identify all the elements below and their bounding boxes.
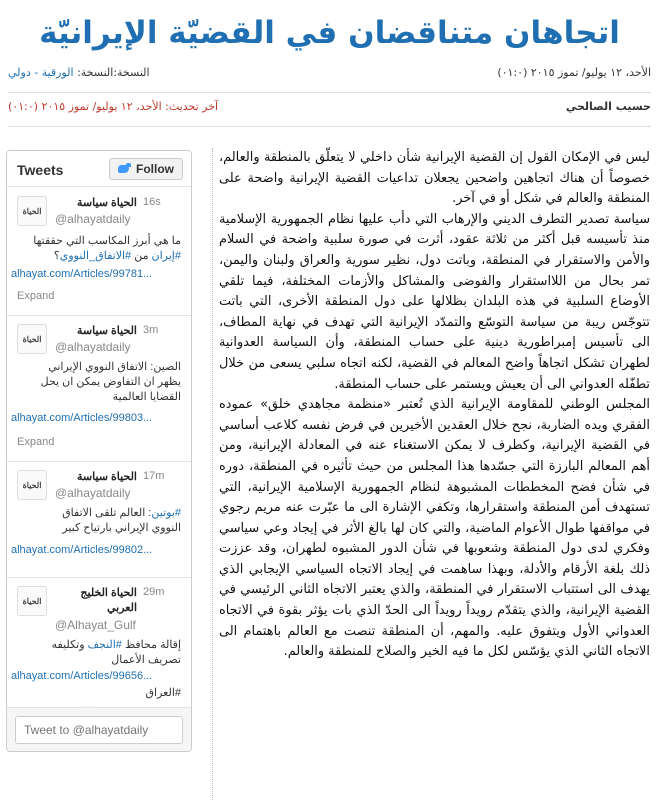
article-paragraph: سياسة تصدير التطرف الديني والإرهاب التي دأب عليها نظام الجمهورية الإسلامية منذ تأسيسه قبل أكثر من ثلاثة عقود، أثرت في صورة سلبية واضحة في السلام والأمن والاستقرار في المنطقة، وباتت دول، نظير سورية والعراق ولبنان واليمن، تمر بحال من اللااستقرار والفوضى والمشاكل والأزمات المختلفة، فيما تلقي الأوضاع السلبية في هذه البلدان بظلالها على دول المنطقة الأخرى، التي باتت تتوجّس ريبة من سياسة التوسّع والتمدّد الإيرانية التي تهدف في نهاية المطاف، الى تأسيس إمبراطورية دينية على حساب المنطقة، وأن السياسة العدوانية لطهران تشكل اتجاهاً واضح المعالم في القضية، لكنه اتجاه سلبي يسعى من خلال تطفّله العدواني الى أن يعيش ويستمر على حساب المنطقة.	[219, 211, 650, 392]
tweet-compose-input[interactable]	[15, 716, 183, 744]
tweet-text-part: ما هي أبرز المكاسب التي حققتها	[33, 235, 181, 247]
tweet-text-part: وتكليفه تصريف الأعمال	[51, 639, 181, 666]
follow-label: Follow	[136, 162, 174, 176]
twitter-widget	[6, 150, 192, 752]
follow-button[interactable]	[109, 158, 183, 180]
hashtag-link[interactable]: #النجف	[87, 639, 122, 651]
expand-link[interactable]: Expand	[17, 436, 55, 448]
meta-row	[8, 66, 651, 86]
tweet-author-name[interactable]: الحياة سياسة	[76, 471, 137, 483]
edition-label: النسخة:النسخة:	[77, 66, 150, 79]
tweet-url[interactable]: alhayat.com/Articles/99803...	[11, 412, 153, 424]
article-paragraph: المجلس الوطني للمقاومة الإيرانية الذي تُعتبر «منظمة مجاهدي خلق» عموده الفقري ويده الضاربة، نجح خلال العقدين الأخيرين في فرض نفسه كلاعب أساسي في القضية الإيرانية، وكطرف لا يمكن الاستغناء عنه في المعادلة الإيرانية، ومن أهم المعالم البارزة التي جسّدها هذا المجلس من حيث تأثيره في المنطقة، دوره في شأن فضح المخططات المشبوهة لنظام الجمهورية الإسلامية الإيرانية، التي تستهدف أمن المنطقة واستقرارها، وتكفي الإشارة الى ما عبّرت عنه مريم رجوي في مواقفها طوال الأعوام الماضية، والتي كان لها بالغ الأثر في إيجاد وعي سياسي وفكري لدى دول المنطقة وشعوبها في شأن الدور المشبوه لطهران، وقد عززت ذلك بلغة الأرقام والأدلة، وبهذا ساهمت في إيجاد الاتجاه السياسي الإيجابي الذي يهدف الى استتباب الاستقرار في المنطقة، والذي يعتبر الاتجاه الثاني الرئيسي في القضية الإيرانية، والذي يتقدّم رويداً رويداً الى الحدّ الذي بات يؤثر بقوة في الاتجاه العدواني الأول ويتفوق عليه. والمهم، أن المنطقة تنصت مع العالم باهتمام الى الاتجاه الثاني الذي يؤسّس لكل ما فيه الخير والصلاح للمنطقة والعالم.	[219, 397, 650, 660]
divider	[8, 126, 651, 127]
tweet-item[interactable]	[7, 316, 191, 462]
tweet-text: الصين: الاتفاق النووي الإيراني يظهر ان التفاوض يمكن ان يحل القضايا العالمية	[40, 361, 181, 403]
tweet-item[interactable]	[7, 578, 191, 709]
tweet-url[interactable]: alhayat.com/Articles/99656...	[11, 670, 153, 682]
tweet-text-part: : العالم تلقى الاتفاق النووي الإيراني بارتياح كبير	[62, 507, 181, 534]
edition-link[interactable]: الورقية - دولي	[8, 66, 74, 79]
page-title: اتجاهان متناقضان في القضيّة الإيرانيّة	[39, 15, 620, 51]
article-body	[219, 148, 650, 663]
tweet-url[interactable]: alhayat.com/Articles/99781...	[11, 268, 153, 280]
tweet-compose-bar	[7, 707, 191, 751]
edition	[8, 66, 150, 79]
article-paragraph: ليس في الإمكان القول إن القضية الإيرانية شأن داخلي لا يتعلّق بالمنطقة والعالم، خصوصاً أن هناك اتجاهين واضحين يجعلان تداعيات القضية الإيرانية واضحة على المنطقة والعالم في شكل أو في آخر.	[219, 150, 650, 207]
avatar[interactable]: الحياة	[17, 196, 47, 226]
tweet-text-part: إقالة محافظ	[124, 639, 181, 651]
tweet-author-name[interactable]: الحياة سياسة	[76, 325, 137, 337]
twitter-header	[7, 151, 191, 187]
tweet-text	[33, 638, 181, 668]
avatar[interactable]: الحياة	[17, 470, 47, 500]
tweet-handle[interactable]: @alhayatdaily	[55, 212, 131, 226]
divider	[8, 92, 651, 93]
tweet-url[interactable]: alhayat.com/Articles/99802...	[11, 544, 153, 556]
tweet-handle[interactable]: @alhayatdaily	[55, 340, 131, 354]
hashtag-link[interactable]: #إيران	[151, 250, 181, 262]
hashtag-link[interactable]: #العراق	[145, 687, 181, 699]
hashtag-link[interactable]: #بوتين	[151, 507, 181, 519]
tweet-time[interactable]: 17m	[143, 470, 165, 482]
author-name: حسيب الصالحي	[565, 100, 651, 113]
last-updated: آخر تحديث: الأحد، ١٢ يوليو/ تموز ٢٠١٥ (٠١:٠)	[8, 100, 219, 113]
tweet-text	[33, 234, 181, 264]
tweet-author-name[interactable]: الحياة سياسة	[76, 197, 137, 209]
expand-link[interactable]: Expand	[17, 290, 55, 302]
byline-row	[8, 100, 651, 120]
tweet-time[interactable]: 16s	[143, 196, 161, 208]
tweet-handle[interactable]: @Alhayat_Gulf	[55, 618, 136, 632]
tweet-handle[interactable]: @alhayatdaily	[55, 486, 131, 500]
tweet-item[interactable]	[7, 188, 191, 316]
tweet-time[interactable]: 3m	[143, 324, 159, 336]
twitter-bird-icon	[116, 163, 132, 175]
tweet-author-name[interactable]: الحياة الخليج العربي	[80, 587, 137, 614]
avatar[interactable]: الحياة	[17, 324, 47, 354]
tweet-text-part: من	[134, 250, 149, 262]
tweet-text	[33, 506, 181, 536]
tweet-item[interactable]	[7, 462, 191, 578]
hashtag-link[interactable]: #الاتفاق_النووي	[59, 250, 132, 262]
article	[212, 148, 650, 800]
tweet-time[interactable]: 29m	[143, 586, 165, 598]
avatar[interactable]: الحياة	[17, 586, 47, 616]
twitter-title: Tweets	[17, 162, 64, 178]
publish-date: الأحد، ١٢ يوليو/ تموز ٢٠١٥ (٠١:٠)	[497, 66, 651, 79]
tweet-text-part: ؟	[53, 250, 60, 262]
